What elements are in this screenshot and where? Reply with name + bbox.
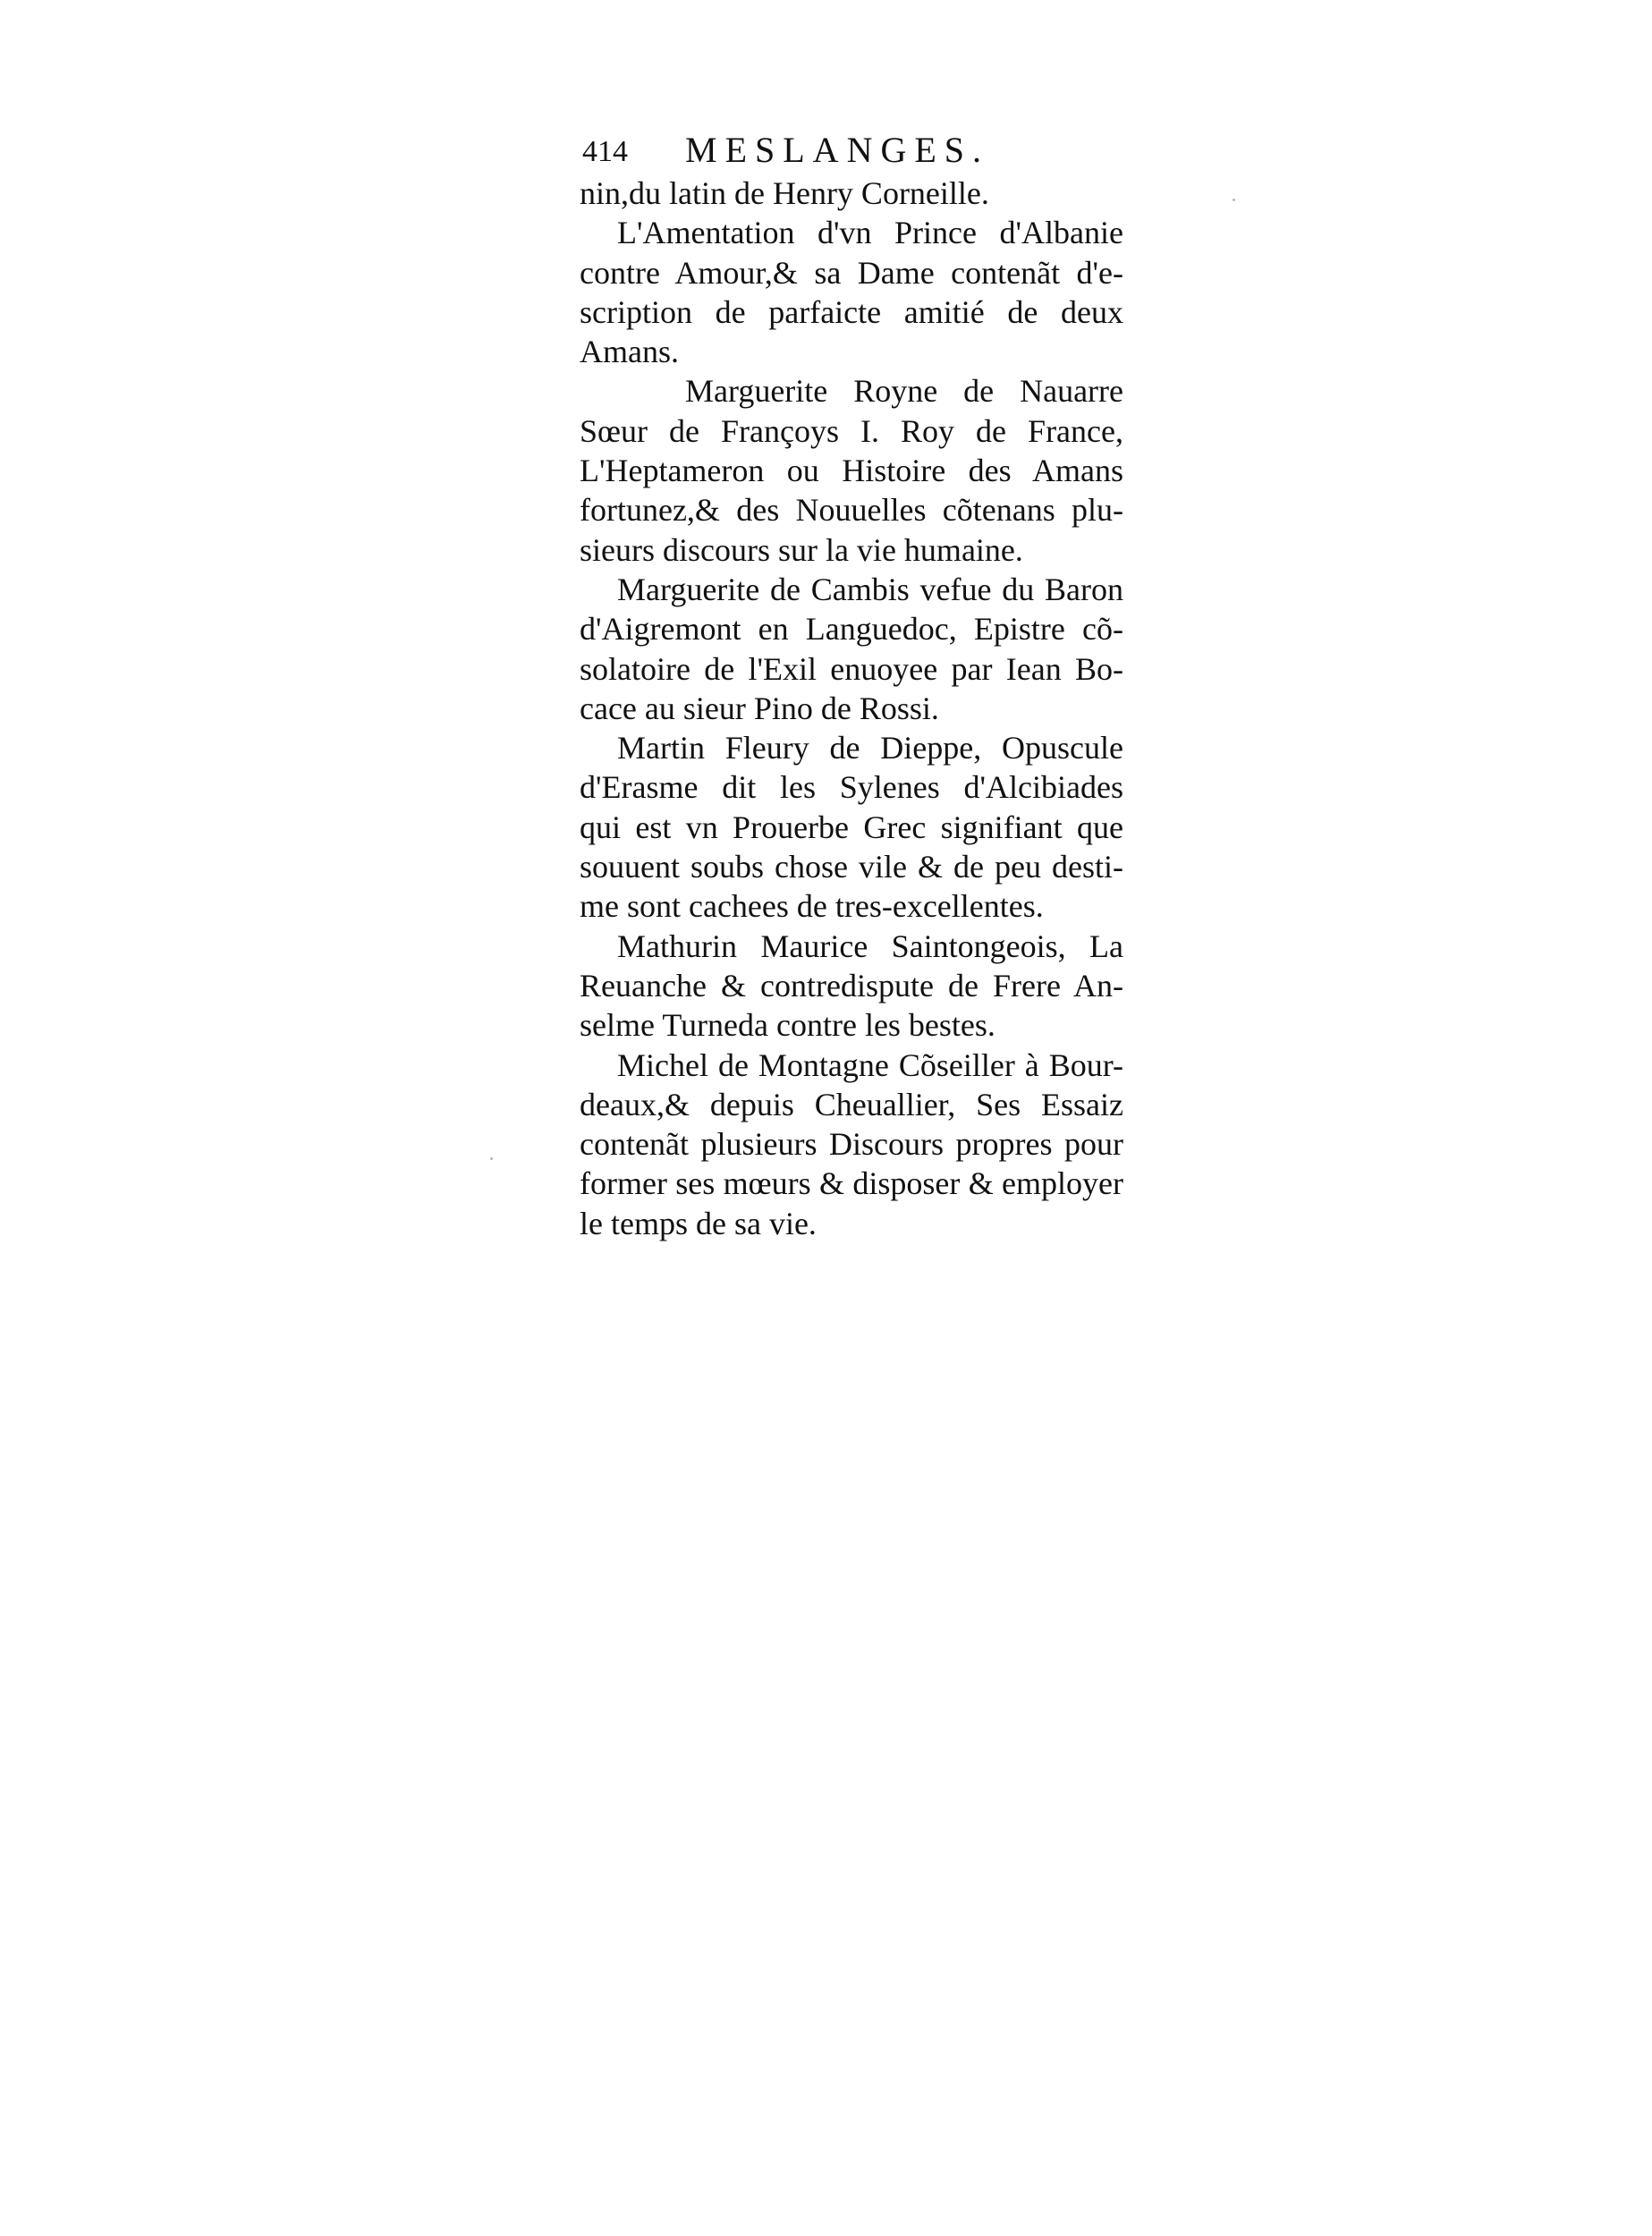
- text-line: cace au sieur Pino de Rossi.: [580, 690, 939, 726]
- body-text: [580, 174, 1123, 1243]
- text-line: L'Heptameron ou Histoire des Amans: [580, 453, 1123, 489]
- page-header: [580, 127, 1123, 174]
- running-title: MESLANGES.: [685, 130, 990, 170]
- text-line: contenãt plusieurs Discours propres pour: [580, 1126, 1123, 1163]
- text-line: d'Erasme dit les Sylenes d'Alcibiades: [580, 769, 1123, 806]
- paper-speck: [1233, 199, 1235, 201]
- text-line: le temps de sa vie.: [580, 1205, 817, 1241]
- text-line: deaux,& depuis Cheuallier, Ses Essaiz: [580, 1086, 1123, 1122]
- paper-speck: [490, 1157, 493, 1160]
- text-line: sieurs discours sur la vie humaine.: [580, 531, 1023, 568]
- text-line: scription de parfaicte amitié de deux: [580, 293, 1123, 330]
- text-line: d'Aigremont en Languedoc, Epistre cõ-: [580, 611, 1123, 648]
- text-line: former ses mœurs & disposer & employer: [580, 1165, 1123, 1202]
- text-line: Michel de Montagne Cõseiller à Bour-: [617, 1046, 1123, 1083]
- text-line: nin,du latin de Henry Corneille.: [580, 175, 989, 211]
- text-line: souuent soubs chose vile & de peu desti-: [580, 849, 1123, 885]
- text-line: Sœur de Françoys I. Roy de France,: [580, 412, 1123, 449]
- text-line: Marguerite de Cambis vefue du Baron: [617, 571, 1123, 607]
- text-line: solatoire de l'Exil enuoyee par Iean Bo-: [580, 650, 1123, 687]
- text-line: Martin Fleury de Dieppe, Opuscule: [617, 730, 1123, 767]
- text-line: me sont cachees de tres-excellentes.: [580, 888, 1044, 925]
- text-block: [580, 127, 1123, 1243]
- text-line: Reuanche & contredispute de Frere An-: [580, 967, 1123, 1004]
- text-line: Amans.: [580, 334, 679, 370]
- text-line: contre Amour,& sa Dame contenãt d'e-: [580, 254, 1123, 291]
- text-line: fortunez,& des Nouuelles cõtenans plu-: [580, 492, 1123, 529]
- text-line: selme Turneda contre les bestes.: [580, 1007, 995, 1044]
- text-line: qui est vn Prouerbe Grec signifiant que: [580, 809, 1123, 845]
- text-line: Marguerite Royne de Nauarre: [685, 373, 1123, 410]
- text-line: L'Amentation d'vn Prince d'Albanie: [617, 215, 1123, 251]
- page-number: 414: [582, 135, 628, 168]
- text-line: Mathurin Maurice Saintongeois, La: [617, 927, 1123, 964]
